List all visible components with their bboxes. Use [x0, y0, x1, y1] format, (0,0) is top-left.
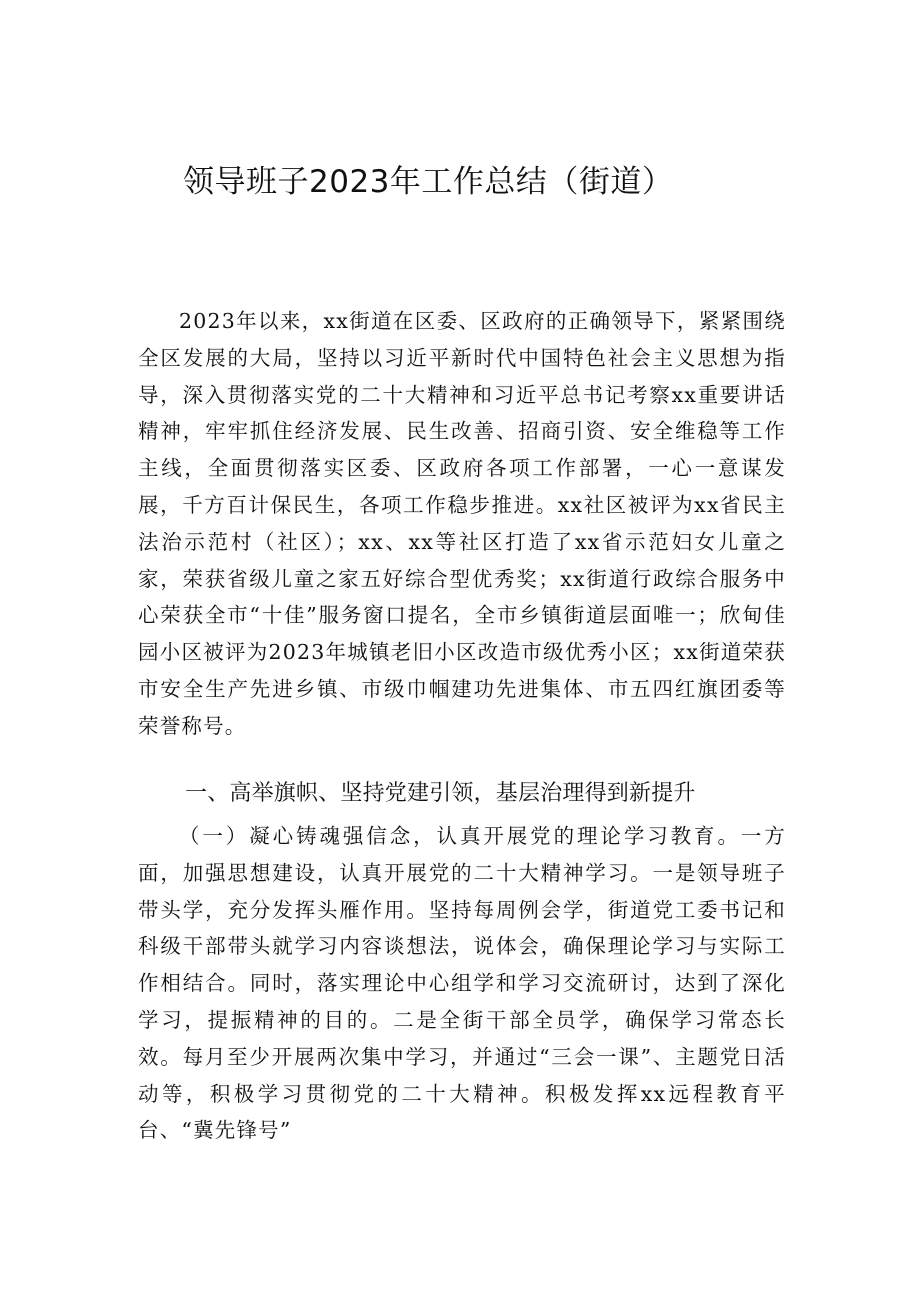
section-heading-1: 一、高举旗帜、坚持党建引领，基层治理得到新提升 — [185, 781, 696, 806]
intro-paragraph: 2023年以来，xx街道在区委、区政府的正确领导下，紧紧围绕全区发展的大局，坚持以习近平新时代中国特色社会主义思想为指导，深入贯彻落实党的二十大精神和习近平总书记考察xx重要讲话精神，牢牢抓住经济发展、民生改善、招商引资、安全维稳等工作主线，全面贯彻落实区委、区政府各项工作部署，一心一意谋发展，千方百计保民生，各项工作稳步推进。xx社区被评为xx省民主法治示范村（社区）；xx、xx等社区打造了xx省示范妇女儿童之家，荣获省级儿童之家五好综合型优秀奖；xx街道行政综合服务中心荣获全市“十佳”服务窗口提名，全市乡镇街道层面唯一；欣甸佳园小区被评为2023年城镇老旧小区改造市级优秀小区；xx街道荣获市安全生产先进乡镇、市级巾帼建功先进集体、市五四红旗团委等荣誉称号。 — [138, 309, 786, 738]
section-1-paragraph: （一）凝心铸魂强信念，认真开展党的理论学习教育。一方面，加强思想建设，认真开展党的二十大精神学习。一是领导班子带头学，充分发挥头雁作用。坚持每周例会学，街道党工委书记和科级干部带头就学习内容谈想法，说体会，确保理论学习与实际工作相结合。同时，落实理论中心组学和学习交流研讨，达到了深化学习，提振精神的目的。二是全街干部全员学，确保学习常态长效。每月至少开展两次集中学习，并通过“三会一课”、主题党日活动等，积极学习贯彻党的二十大精神。积极发挥xx远程教育平台、“冀先锋号” — [138, 824, 786, 1143]
document-title: 领导班子2023年工作总结（街道） — [183, 164, 674, 200]
